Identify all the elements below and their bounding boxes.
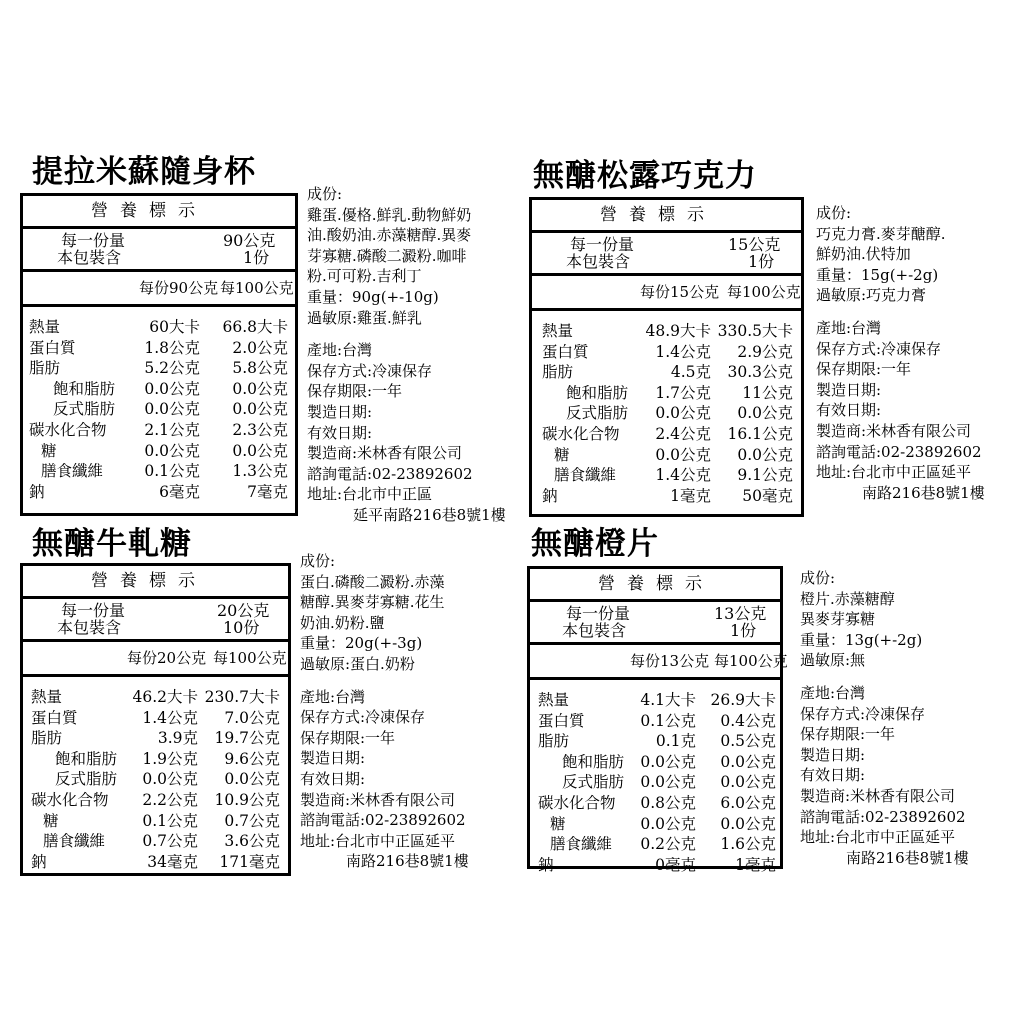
nutrient-per-serving: 34毫克 <box>147 852 198 871</box>
column-headers <box>23 272 295 307</box>
nutrient-row <box>530 731 780 752</box>
nutrient-row <box>23 790 288 811</box>
nutrition-header: 營養標示 <box>532 200 801 233</box>
servings-label: 本包裝含 <box>562 621 627 640</box>
nutrient-label: 糖 <box>554 445 570 464</box>
nutrient-per-100: 9.6公克 <box>224 749 280 768</box>
nutrient-label: 飽和脂肪 <box>53 379 116 398</box>
nutrient-row <box>23 769 288 790</box>
nutrition-table <box>529 197 804 517</box>
nutrient-per-serving: 1.4公克 <box>142 708 198 727</box>
nutrient-per-serving: 0.0公克 <box>142 770 198 789</box>
info-line: 奶油.奶粉.鹽 <box>300 613 385 632</box>
info-line: 製造日期: <box>307 402 373 421</box>
nutrient-per-100: 0.0公克 <box>720 814 776 833</box>
info-line: 延平南路216巷8號1樓 <box>353 505 506 524</box>
nutrient-row <box>530 752 780 773</box>
nutrient-row <box>23 358 295 379</box>
info-line: 地址:台北市中正區 <box>307 485 433 504</box>
nutrient-per-100: 2.0公克 <box>232 338 288 357</box>
nutrient-row <box>23 317 295 338</box>
nutrient-label: 鈉 <box>31 852 47 871</box>
nutrition-table <box>527 566 788 874</box>
col-per-serving: 每份20公克 <box>127 649 207 667</box>
nutrient-per-serving: 0毫克 <box>655 855 696 874</box>
info-line: 製造商:米林香有限公司 <box>307 444 463 463</box>
nutrient-row <box>532 321 801 342</box>
nutrient-per-serving: 5.2公克 <box>144 359 200 378</box>
nutrient-label: 膳食纖維 <box>43 832 106 851</box>
nutrient-row <box>23 831 288 852</box>
serving-value: 90公克 <box>223 231 276 250</box>
serving-value: 15公克 <box>728 235 781 254</box>
nutrient-label: 蛋白質 <box>31 708 78 727</box>
info-line: 異麥芽寡糖 <box>800 610 876 629</box>
info-line: 南路216巷8號1樓 <box>846 848 969 867</box>
nutrient-per-serving: 0.2公克 <box>640 835 696 854</box>
col-per-serving: 每份15公克 <box>640 283 720 301</box>
nutrient-per-100: 330.5大卡 <box>717 322 793 340</box>
info-line: 地址:台北市中正區延平 <box>800 828 956 847</box>
info-manufacturer <box>816 318 985 503</box>
nutrition-table <box>20 563 291 876</box>
nutrient-row <box>23 687 288 708</box>
nutrient-row <box>530 690 780 711</box>
info-line: 過敏原:雞蛋.鮮乳 <box>307 308 422 327</box>
servings-value: 1份 <box>243 248 270 267</box>
nutrient-per-serving: 0.0公克 <box>640 814 696 833</box>
nutrient-label: 飽和脂肪 <box>566 383 629 402</box>
info-line: 保存期限:一年 <box>300 728 396 747</box>
info-line: 有效日期: <box>800 766 866 785</box>
nutrient-per-serving: 0.0公克 <box>655 404 711 423</box>
nutrient-per-100: 3.6公克 <box>224 832 280 851</box>
nutrient-row <box>23 399 295 420</box>
nutrient-per-100: 7毫克 <box>247 482 288 501</box>
servings-value: 1份 <box>748 252 775 271</box>
info-line: 保存期限:一年 <box>816 360 912 379</box>
nutrient-per-serving: 0.8公克 <box>640 793 696 812</box>
serving-value: 20公克 <box>217 601 270 620</box>
info-line: 保存方式:冷凍保存 <box>300 708 426 727</box>
nutrient-per-100: 5.8公克 <box>232 359 288 378</box>
info-line: 油.酸奶油.赤藻糖醇.異麥 <box>307 226 472 245</box>
nutrient-per-100: 7.0公克 <box>224 708 280 727</box>
info-line: 南路216巷8號1樓 <box>346 852 469 871</box>
info-line: 地址:台北市中正區延平 <box>300 831 456 850</box>
nutrition-header: 營養標示 <box>530 569 780 602</box>
serving-label: 每一份量 <box>61 601 126 620</box>
info-line: 重量：90g(+-10g) <box>307 287 439 306</box>
nutrient-label: 糖 <box>550 814 566 833</box>
nutrient-label: 反式脂肪 <box>566 404 629 423</box>
info-ingredients <box>300 551 469 675</box>
nutrient-per-100: 9.1公克 <box>737 466 793 485</box>
info-line: 粉.可可粉.吉利丁 <box>307 267 422 286</box>
info-line: 保存方式:冷凍保存 <box>800 704 926 723</box>
serving-section <box>23 229 295 272</box>
info-line: 過敏原:蛋白.奶粉 <box>300 654 415 673</box>
info-line: 保存方式:冷凍保存 <box>816 339 942 358</box>
nutrient-row <box>532 465 801 486</box>
info-line: 保存期限:一年 <box>307 382 403 401</box>
nutrient-per-serving: 6毫克 <box>159 482 200 501</box>
nutrient-per-100: 6.0公克 <box>720 793 776 812</box>
product-title: 無醣松露巧克力 <box>533 158 757 194</box>
nutrient-row <box>23 728 288 749</box>
nutrient-per-100: 66.8大卡 <box>222 318 288 336</box>
nutrient-row <box>23 749 288 770</box>
nutrient-per-100: 0.0公克 <box>737 404 793 423</box>
info-line: 保存方式:冷凍保存 <box>307 361 433 380</box>
nutrient-row <box>530 772 780 793</box>
info-line: 巧克力膏.麥芽醣醇. <box>816 224 946 243</box>
nutrient-row <box>530 814 780 835</box>
nutrient-per-serving: 60大卡 <box>149 318 200 336</box>
nutrient-per-100: 10.9公克 <box>214 790 280 809</box>
info-line: 南路216巷8號1樓 <box>862 483 985 502</box>
nutrient-label: 膳食纖維 <box>554 466 617 485</box>
servings-value: 1份 <box>730 621 757 640</box>
nutrient-per-100: 19.7公克 <box>214 729 280 748</box>
nutrient-row <box>530 834 780 855</box>
nutrient-label: 鈉 <box>542 486 558 505</box>
nutrient-label: 反式脂肪 <box>55 770 118 789</box>
info-line: 製造商:米林香有限公司 <box>816 421 972 440</box>
nutrient-row <box>532 342 801 363</box>
info-line: 製造日期: <box>800 745 866 764</box>
nutrient-per-serving: 1毫克 <box>670 486 711 505</box>
info-line: 過敏原:巧克力膏 <box>816 286 927 305</box>
nutrient-per-serving: 3.9克 <box>157 729 198 748</box>
col-per-100: 每100公克 <box>213 649 287 667</box>
nutrient-per-serving: 0.1公克 <box>144 462 200 481</box>
nutrient-per-serving: 0.0公克 <box>655 445 711 464</box>
info-line: 有效日期: <box>307 423 373 442</box>
nutrient-per-serving: 0.1公克 <box>142 811 198 830</box>
nutrient-per-serving: 46.2大卡 <box>132 688 198 706</box>
info-line: 產地:台灣 <box>816 318 882 337</box>
nutrient-per-serving: 1.4公克 <box>655 342 711 361</box>
info-line: 製造日期: <box>816 380 882 399</box>
info-line: 鮮奶油.伏特加 <box>816 245 911 264</box>
nutrient-per-serving: 1.7公克 <box>655 383 711 402</box>
nutrient-per-100: 16.1公克 <box>727 424 793 443</box>
info-line: 成份: <box>307 185 343 203</box>
nutrient-row <box>532 445 801 466</box>
serving-value: 13公克 <box>714 604 767 623</box>
nutrient-per-serving: 0.0公克 <box>640 773 696 792</box>
info-line: 成份: <box>800 569 836 587</box>
nutrient-per-100: 0.0公克 <box>720 773 776 792</box>
info-line: 有效日期: <box>816 401 882 420</box>
info-line: 蛋白.磷酸二澱粉.赤藻 <box>300 572 445 591</box>
nutrient-per-100: 0.5公克 <box>720 732 776 751</box>
nutrient-per-100: 11公克 <box>742 383 793 402</box>
nutrition-table <box>20 193 298 516</box>
product-info <box>816 203 985 503</box>
nutrient-per-serving: 1.8公克 <box>144 338 200 357</box>
nutrient-per-100: 171毫克 <box>219 852 280 871</box>
nutrient-label: 糖 <box>43 811 59 830</box>
serving-label: 每一份量 <box>61 231 126 250</box>
nutrient-per-100: 0.0公克 <box>232 400 288 419</box>
nutrient-row <box>23 420 295 441</box>
nutrient-label: 糖 <box>41 441 57 460</box>
col-per-serving: 每份90公克 <box>139 279 219 297</box>
product-info <box>300 551 469 872</box>
nutrient-label: 蛋白質 <box>542 342 589 361</box>
nutrient-rows <box>532 311 801 506</box>
nutrient-per-serving: 2.2公克 <box>142 790 198 809</box>
nutrient-per-100: 1.6公克 <box>720 835 776 854</box>
servings-value: 10份 <box>223 618 260 637</box>
info-line: 產地:台灣 <box>307 341 373 360</box>
serving-section <box>530 602 780 645</box>
info-line: 糖醇.異麥芽寡糖.花生 <box>300 593 445 612</box>
nutrient-per-100: 0.0公克 <box>224 770 280 789</box>
nutrient-per-serving: 4.1大卡 <box>640 691 696 709</box>
nutrient-label: 飽和脂肪 <box>562 752 625 771</box>
nutrient-label: 鈉 <box>29 482 45 501</box>
info-line: 過敏原:無 <box>800 651 866 670</box>
nutrient-row <box>23 441 295 462</box>
info-line: 成份: <box>816 204 852 222</box>
nutrient-per-serving: 0.1克 <box>655 732 696 751</box>
info-manufacturer <box>300 687 469 872</box>
nutrient-per-100: 2.3公克 <box>232 420 288 439</box>
nutrient-label: 蛋白質 <box>29 338 76 357</box>
info-line: 製造商:米林香有限公司 <box>800 786 956 805</box>
product-title: 提拉米蘇隨身杯 <box>32 154 256 190</box>
nutrient-label: 反式脂肪 <box>53 400 116 419</box>
info-manufacturer <box>800 683 969 868</box>
info-line: 產地:台灣 <box>300 687 366 706</box>
info-line: 保存期限:一年 <box>800 725 896 744</box>
nutrient-row <box>530 855 780 876</box>
nutrient-per-serving: 0.1公克 <box>640 711 696 730</box>
info-line: 製造日期: <box>300 749 366 768</box>
nutrient-row <box>530 711 780 732</box>
product-title: 無醣橙片 <box>531 526 659 562</box>
nutrient-label: 膳食纖維 <box>41 462 104 481</box>
nutrient-per-serving: 2.4公克 <box>655 424 711 443</box>
nutrient-label: 脂肪 <box>542 363 574 382</box>
nutrient-label: 熱量 <box>31 688 63 706</box>
nutrient-row <box>23 461 295 482</box>
nutrient-per-100: 0.7公克 <box>224 811 280 830</box>
nutrient-per-100: 26.9大卡 <box>710 691 776 709</box>
info-ingredients <box>816 203 985 306</box>
nutrient-row <box>530 793 780 814</box>
info-line: 重量：20g(+-3g) <box>300 634 423 653</box>
nutrient-per-100: 30.3公克 <box>727 363 793 382</box>
nutrient-per-100: 0.0公克 <box>720 752 776 771</box>
nutrient-label: 脂肪 <box>31 729 63 748</box>
info-line: 諮詢電話:02-23892602 <box>816 442 982 461</box>
nutrient-per-serving: 2.1公克 <box>144 420 200 439</box>
nutrient-label: 鈉 <box>538 855 554 874</box>
info-line: 諮詢電話:02-23892602 <box>300 811 466 830</box>
column-headers <box>23 642 288 677</box>
nutrient-per-100: 0.0公克 <box>232 441 288 460</box>
info-line: 產地:台灣 <box>800 683 866 702</box>
nutrient-label: 碳水化合物 <box>542 424 620 443</box>
col-per-100: 每100公克 <box>714 652 788 670</box>
info-line: 地址:台北市中正區延平 <box>816 463 972 482</box>
nutrient-per-serving: 0.7公克 <box>142 832 198 851</box>
info-ingredients <box>800 568 969 671</box>
nutrient-row <box>532 403 801 424</box>
nutrient-row <box>532 362 801 383</box>
nutrient-label: 碳水化合物 <box>29 420 107 439</box>
info-line: 重量：13g(+-2g) <box>800 630 923 649</box>
column-headers <box>530 645 788 680</box>
nutrient-label: 膳食纖維 <box>550 835 613 854</box>
nutrient-per-serving: 1.4公克 <box>655 466 711 485</box>
info-line: 重量：15g(+-2g) <box>816 265 939 284</box>
nutrient-per-100: 230.7大卡 <box>204 688 280 706</box>
nutrient-label: 碳水化合物 <box>538 793 616 812</box>
nutrient-label: 脂肪 <box>29 359 61 378</box>
column-headers <box>532 276 801 311</box>
nutrient-per-serving: 0.0公克 <box>144 379 200 398</box>
serving-label: 每一份量 <box>570 235 635 254</box>
nutrient-row <box>23 482 295 503</box>
info-line: 製造商:米林香有限公司 <box>300 790 456 809</box>
product-info <box>307 184 506 526</box>
serving-label: 每一份量 <box>566 604 631 623</box>
servings-label: 本包裝含 <box>566 252 631 271</box>
nutrient-row <box>23 338 295 359</box>
nutrient-label: 熱量 <box>542 322 574 340</box>
info-line: 芽寡糖.磷酸二澱粉.咖啡 <box>307 246 467 265</box>
nutrient-label: 飽和脂肪 <box>55 749 118 768</box>
nutrient-per-serving: 48.9大卡 <box>645 322 711 340</box>
product-info <box>800 568 969 868</box>
nutrient-per-serving: 0.0公克 <box>144 400 200 419</box>
nutrient-per-serving: 1.9公克 <box>142 749 198 768</box>
col-per-100: 每100公克 <box>727 283 801 301</box>
serving-section <box>23 599 288 642</box>
nutrient-row <box>23 379 295 400</box>
servings-label: 本包裝含 <box>57 618 122 637</box>
nutrient-label: 反式脂肪 <box>562 773 625 792</box>
nutrient-rows <box>530 680 780 875</box>
nutrition-header: 營養標示 <box>23 196 295 229</box>
nutrient-per-100: 1毫克 <box>735 855 776 874</box>
nutrient-rows <box>23 677 288 872</box>
nutrient-row <box>23 811 288 832</box>
nutrient-label: 蛋白質 <box>538 711 585 730</box>
col-per-serving: 每份13公克 <box>630 652 710 670</box>
nutrient-row <box>23 708 288 729</box>
nutrient-per-serving: 0.0公克 <box>640 752 696 771</box>
nutrient-row <box>532 486 801 507</box>
serving-section <box>532 233 801 276</box>
info-line: 諮詢電話:02-23892602 <box>307 464 473 483</box>
product-title: 無醣牛軋糖 <box>32 526 192 562</box>
nutrient-label: 脂肪 <box>538 732 570 751</box>
info-line: 諮詢電話:02-23892602 <box>800 807 966 826</box>
nutrient-label: 熱量 <box>538 691 570 709</box>
nutrient-row <box>23 852 288 873</box>
nutrient-per-serving: 4.5克 <box>670 363 711 382</box>
nutrient-per-100: 2.9公克 <box>737 342 793 361</box>
info-ingredients <box>307 184 506 328</box>
nutrient-rows <box>23 307 295 502</box>
nutrient-per-100: 0.4公克 <box>720 711 776 730</box>
nutrient-per-100: 0.0公克 <box>232 379 288 398</box>
nutrient-per-serving: 0.0公克 <box>144 441 200 460</box>
nutrient-per-100: 50毫克 <box>742 486 793 505</box>
info-line: 成份: <box>300 552 336 570</box>
info-line: 有效日期: <box>300 769 366 788</box>
info-manufacturer <box>307 340 506 525</box>
nutrient-per-100: 0.0公克 <box>737 445 793 464</box>
nutrient-row <box>532 383 801 404</box>
nutrient-label: 碳水化合物 <box>31 790 109 809</box>
servings-label: 本包裝含 <box>57 248 122 267</box>
nutrient-row <box>532 424 801 445</box>
col-per-100: 每100公克 <box>220 279 294 297</box>
nutrition-header: 營養標示 <box>23 566 288 599</box>
info-line: 雞蛋.優格.鮮乳.動物鮮奶 <box>307 205 472 224</box>
info-line: 橙片.赤藻糖醇 <box>800 589 895 608</box>
nutrient-per-100: 1.3公克 <box>232 462 288 481</box>
nutrient-label: 熱量 <box>29 318 61 336</box>
